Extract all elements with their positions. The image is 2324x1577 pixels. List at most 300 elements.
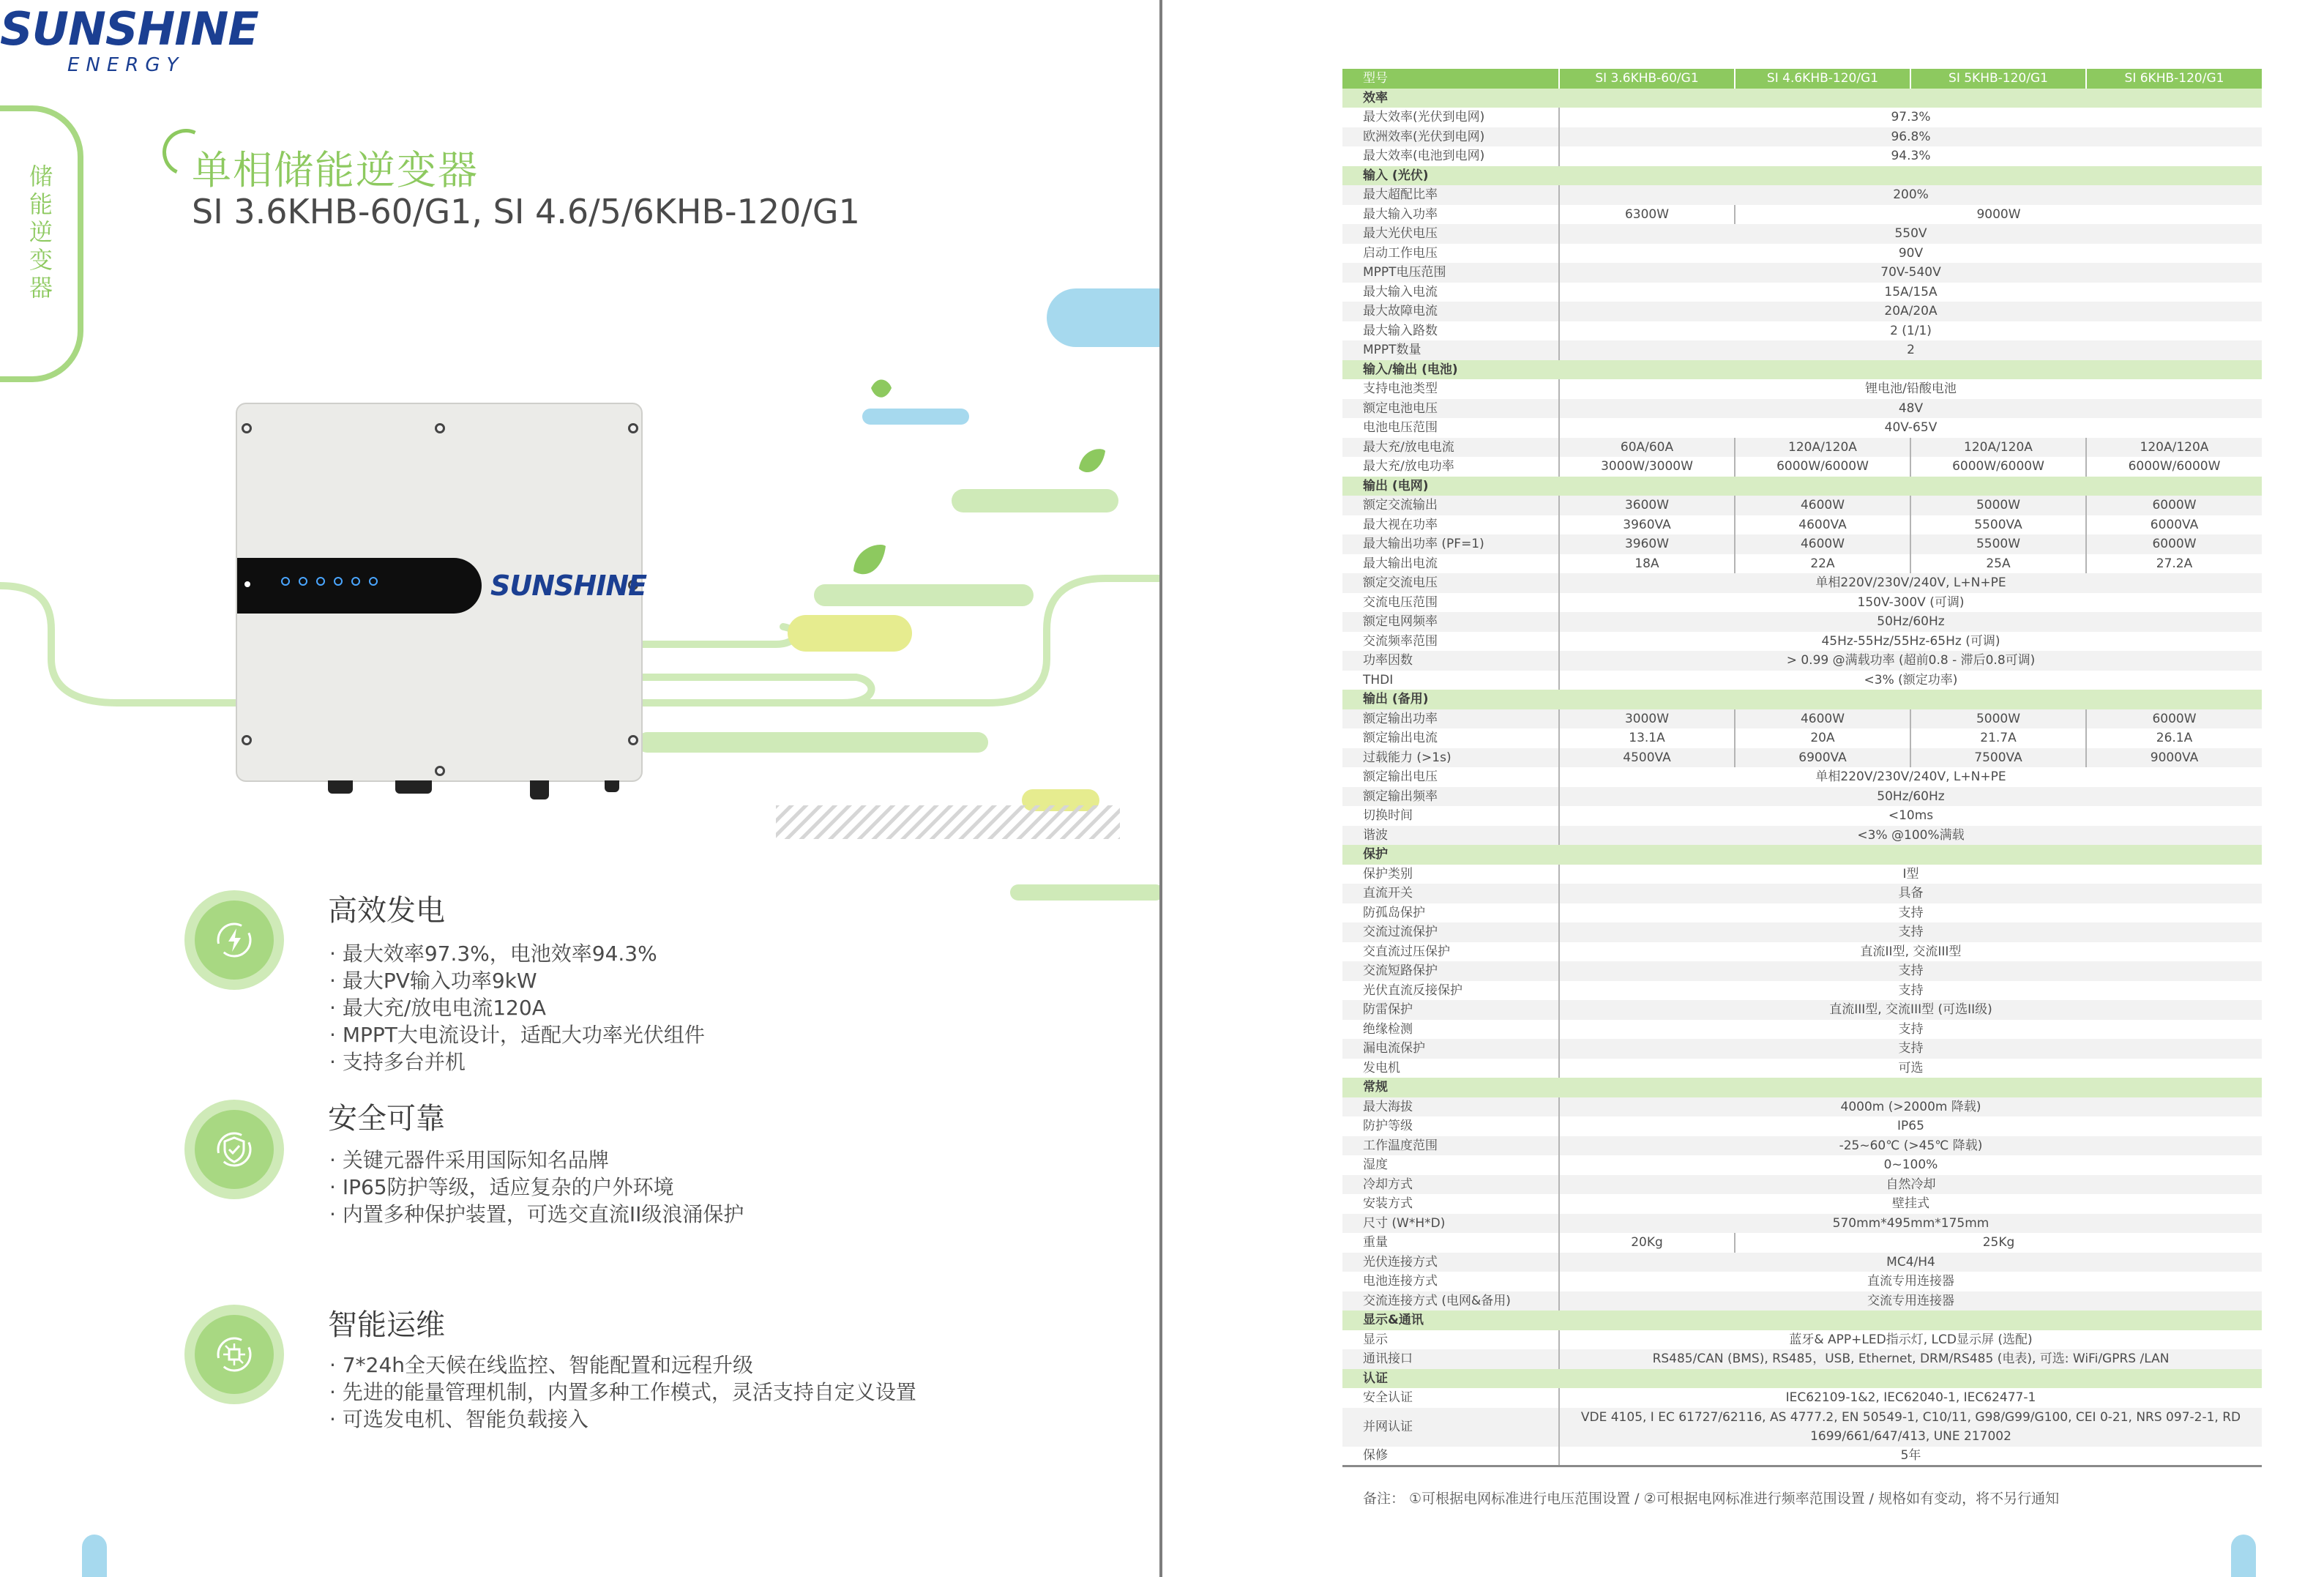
table-section-row bbox=[1342, 1369, 2262, 1389]
spec-value-cell: 96.8% bbox=[1559, 127, 2262, 147]
spec-value-cell: 6000W bbox=[2086, 709, 2262, 729]
leaf-icon bbox=[1079, 449, 1105, 472]
spec-value-cell: 自然冷却 bbox=[1559, 1175, 2262, 1195]
spec-value-cell: 22A bbox=[1735, 554, 1910, 574]
spec-value-cell: 13.1A bbox=[1559, 728, 1735, 748]
spec-label-cell: 最大输入功率 bbox=[1363, 206, 1438, 222]
spec-label-cell: 发电机 bbox=[1363, 1060, 1400, 1075]
inverter-product-image bbox=[236, 403, 647, 782]
spec-value-cell: 200% bbox=[1559, 185, 2262, 205]
spec-label-cell: 额定输出电流 bbox=[1363, 731, 1438, 746]
table-row bbox=[1342, 767, 2262, 787]
table-row bbox=[1342, 865, 2262, 884]
spec-label-cell: 重量 bbox=[1363, 1235, 1388, 1250]
spec-value-cell: 6000W bbox=[2086, 534, 2262, 554]
screw-icon bbox=[242, 735, 252, 745]
feature-list bbox=[329, 1147, 744, 1228]
table-row bbox=[1342, 1136, 2262, 1156]
table-row bbox=[1342, 612, 2262, 632]
led-indicator-icon bbox=[369, 577, 378, 586]
model-subtitle: SI 3.6KHB-60/G1, SI 4.6/5/6KHB-120/G1 bbox=[192, 192, 860, 231]
table-row bbox=[1342, 1059, 2262, 1078]
spec-label-cell: 功率因数 bbox=[1342, 651, 1559, 671]
circuit-chip-icon bbox=[212, 1332, 256, 1376]
spec-value-cell: 6000VA bbox=[2086, 515, 2262, 535]
table-row bbox=[1342, 457, 2262, 477]
spec-value-cell: 27.2A bbox=[2086, 554, 2262, 574]
spec-value-cell: 50Hz/60Hz bbox=[1559, 787, 2262, 807]
feature-title: 安全可靠 bbox=[328, 1102, 445, 1136]
spec-value-cell: 50Hz/60Hz bbox=[1559, 612, 2262, 632]
table-row bbox=[1342, 573, 2262, 593]
spec-value-cell: 5500W bbox=[1910, 534, 2086, 554]
feature-title: 智能运维 bbox=[328, 1308, 445, 1342]
table-row bbox=[1342, 1272, 2262, 1291]
spec-label-cell: 防孤岛保护 bbox=[1363, 905, 1425, 920]
spec-label-cell: 光伏直流反接保护 bbox=[1363, 983, 1462, 998]
spec-label-cell: 额定电池电压 bbox=[1342, 399, 1559, 419]
table-row bbox=[1342, 1194, 2262, 1214]
spec-value-cell: 570mm*495mm*175mm bbox=[1559, 1214, 2262, 1234]
spec-value-cell: 直流II型, 交流III型 bbox=[1559, 942, 2262, 962]
spec-value-cell: 壁挂式 bbox=[1559, 1194, 2262, 1214]
inverter-brand-label: SUNSHINE bbox=[490, 570, 647, 602]
spec-label-cell: 谐波 bbox=[1342, 826, 1559, 846]
spec-table bbox=[1342, 69, 2262, 1467]
table-row bbox=[1342, 1175, 2262, 1195]
spec-label-cell: 切换时间 bbox=[1363, 808, 1413, 824]
table-row bbox=[1342, 554, 2262, 574]
table-row bbox=[1342, 1330, 2262, 1350]
feature-item: · 关键元器件采用国际知名品牌 bbox=[329, 1147, 744, 1174]
spec-label-cell: 额定交流输出 bbox=[1342, 496, 1559, 515]
table-row bbox=[1342, 205, 2262, 225]
spec-value-cell: 150V-300V (可调) bbox=[1559, 593, 2262, 613]
spec-value-cell: 4000m (>2000m 降载) bbox=[1559, 1097, 2262, 1117]
feature-item: · 先进的能量管理机制，内置多种工作模式，灵活支持自定义设置 bbox=[329, 1379, 916, 1406]
logo-tagline: ENERGY bbox=[67, 54, 185, 76]
section-title: 输入 (光伏) bbox=[1342, 166, 2262, 186]
footnote: 备注： ①可根据电网标准进行电压范围设置 / ②可根据电网标准进行频率范围设置 / 规格如有变动，将不另行通知 bbox=[1363, 1491, 2060, 1507]
table-row bbox=[1342, 748, 2262, 768]
spec-value-cell: 120A/120A bbox=[1910, 438, 2086, 458]
table-section-row bbox=[1342, 477, 2262, 496]
green-bar-4 bbox=[1010, 884, 1159, 901]
table-header-cell: SI 5KHB-120/G1 bbox=[1910, 69, 2086, 89]
spec-value-cell: 4600W bbox=[1735, 709, 1910, 729]
spec-label-cell: 电池电压范围 bbox=[1363, 420, 1438, 436]
table-row bbox=[1342, 651, 2262, 671]
table-row bbox=[1342, 263, 2262, 283]
table-row bbox=[1342, 787, 2262, 807]
feature-icon-circle bbox=[184, 1100, 284, 1199]
spec-value-cell: 9000W bbox=[1735, 205, 2262, 225]
spec-label-cell: 保修 bbox=[1342, 1447, 1559, 1466]
spec-value-cell: 5500VA bbox=[1910, 515, 2086, 535]
spec-value-cell: 锂电池/铅酸电池 bbox=[1559, 379, 2262, 399]
section-title: 显示&通讯 bbox=[1342, 1311, 2262, 1330]
brand-logo bbox=[0, 3, 258, 75]
green-bar-2 bbox=[814, 584, 1034, 606]
lightning-icon bbox=[212, 918, 256, 962]
table-row bbox=[1342, 1116, 2262, 1136]
spec-value-cell: RS485/CAN (BMS), RS485，USB, Ethernet, DRM/RS485 (电表), 可选: WiFi/GPRS /LAN bbox=[1559, 1349, 2262, 1369]
page-tab bbox=[2231, 1535, 2256, 1577]
connector-icon bbox=[395, 780, 432, 794]
table-row bbox=[1342, 438, 2262, 458]
led-indicator-icon bbox=[316, 577, 325, 586]
power-dot-icon bbox=[244, 581, 250, 587]
table-section-row bbox=[1342, 360, 2262, 380]
table-row bbox=[1342, 922, 2262, 942]
spec-label-cell: 额定交流电压 bbox=[1342, 573, 1559, 593]
spec-label-cell: 冷却方式 bbox=[1342, 1175, 1559, 1195]
table-header-cell: SI 6KHB-120/G1 bbox=[2086, 69, 2262, 89]
spec-label-cell: 最大故障电流 bbox=[1342, 302, 1559, 321]
spec-label-cell: 过载能力 (>1s) bbox=[1342, 748, 1559, 768]
spec-value-cell: 90V bbox=[1559, 244, 2262, 264]
spec-label-cell: 交流连接方式 (电网&备用) bbox=[1342, 1291, 1559, 1311]
table-header-cell: SI 4.6KHB-120/G1 bbox=[1735, 69, 1910, 89]
spec-value-cell: 3600W bbox=[1559, 496, 1735, 515]
table-row bbox=[1342, 224, 2262, 244]
spec-value-cell: 支持 bbox=[1559, 961, 2262, 981]
table-row bbox=[1342, 399, 2262, 419]
spec-label-cell: 额定电网频率 bbox=[1342, 612, 1559, 632]
spec-value-cell: 4600VA bbox=[1735, 515, 1910, 535]
spec-value-cell: 70V-540V bbox=[1559, 263, 2262, 283]
table-row bbox=[1342, 981, 2262, 1001]
feature-item: · MPPT大电流设计，适配大功率光伏组件 bbox=[329, 1021, 705, 1048]
led-indicator-icon bbox=[334, 577, 343, 586]
screw-icon bbox=[628, 735, 638, 745]
page-tab bbox=[82, 1535, 107, 1577]
screw-icon bbox=[435, 766, 445, 776]
spec-label-cell: 交流频率范围 bbox=[1363, 633, 1438, 649]
spec-label-cell: 最大输入路数 bbox=[1363, 323, 1438, 338]
spec-label-cell: 湿度 bbox=[1363, 1157, 1388, 1173]
spec-value-cell: 20A bbox=[1735, 728, 1910, 748]
spec-value-cell: 交流专用连接器 bbox=[1559, 1291, 2262, 1311]
spec-value-cell: 15A/15A bbox=[1559, 283, 2262, 302]
spec-value-cell: 支持 bbox=[1559, 981, 2262, 1001]
spec-value-cell: 6300W bbox=[1559, 205, 1735, 225]
spec-label-cell: 防护等级 bbox=[1363, 1119, 1413, 1134]
spec-label-cell: 最大输出电流 bbox=[1363, 556, 1438, 571]
table-section-row bbox=[1342, 845, 2262, 865]
spec-value-cell: 具备 bbox=[1559, 884, 2262, 903]
leaf-icon bbox=[871, 379, 892, 397]
table-section-row bbox=[1342, 1311, 2262, 1330]
feature-item: · IP65防护等级，适应复杂的户外环境 bbox=[329, 1174, 744, 1201]
spec-label-cell: MPPT电压范围 bbox=[1342, 263, 1559, 283]
spec-value-cell: 2 bbox=[1559, 340, 2262, 360]
spec-value-cell: 25Kg bbox=[1735, 1233, 2262, 1253]
spec-label-cell: 最大效率(电池到电网) bbox=[1363, 149, 1485, 164]
table-row bbox=[1342, 515, 2262, 535]
leaf-icon bbox=[853, 545, 886, 574]
table-row bbox=[1342, 108, 2262, 127]
table-row bbox=[1342, 1388, 2262, 1408]
spec-value-cell: 40V-65V bbox=[1559, 418, 2262, 438]
spec-value-cell: 6900VA bbox=[1735, 748, 1910, 768]
feature-title: 高效发电 bbox=[328, 894, 445, 928]
spec-label-cell: 漏电流保护 bbox=[1342, 1039, 1559, 1059]
spec-value-cell: 5000W bbox=[1910, 709, 2086, 729]
spec-value-cell: 0~100% bbox=[1559, 1155, 2262, 1175]
table-row bbox=[1342, 593, 2262, 613]
feature-list bbox=[329, 1352, 916, 1433]
spec-value-cell: 3960VA bbox=[1559, 515, 1735, 535]
table-row bbox=[1342, 1039, 2262, 1059]
spec-value-cell: 20A/20A bbox=[1559, 302, 2262, 321]
spec-label-cell: 尺寸 (W*H*D) bbox=[1342, 1214, 1559, 1234]
spec-value-cell: 5000W bbox=[1910, 496, 2086, 515]
spec-value-cell: 支持 bbox=[1559, 1020, 2262, 1040]
spec-value-cell: 9000VA bbox=[2086, 748, 2262, 768]
section-title: 输出 (电网) bbox=[1342, 477, 2262, 496]
table-row bbox=[1342, 321, 2262, 341]
spec-label-cell: 最大光伏电压 bbox=[1342, 224, 1559, 244]
spec-label-cell: 交流过流保护 bbox=[1342, 922, 1559, 942]
table-row bbox=[1342, 340, 2262, 360]
spec-label-cell: 绝缘检测 bbox=[1363, 1021, 1413, 1037]
table-row bbox=[1342, 1447, 2262, 1466]
spec-label-cell: 通讯接口 bbox=[1342, 1349, 1559, 1369]
table-row bbox=[1342, 1020, 2262, 1040]
spec-value-cell: 26.1A bbox=[2086, 728, 2262, 748]
table-row bbox=[1342, 283, 2262, 302]
table-row bbox=[1342, 709, 2262, 729]
spec-value-cell: > 0.99 @满载功率 (超前0.8 - 滞后0.8可调) bbox=[1559, 651, 2262, 671]
spec-label-cell: 光伏连接方式 bbox=[1342, 1253, 1559, 1272]
section-title: 保护 bbox=[1342, 845, 2262, 865]
connector-icon bbox=[530, 780, 549, 799]
inverter-display-panel bbox=[237, 558, 482, 614]
green-bar bbox=[952, 489, 1118, 512]
spec-value-cell: 120A/120A bbox=[1735, 438, 1910, 458]
spec-value-cell: 2 (1/1) bbox=[1559, 321, 2262, 341]
spec-value-cell: IP65 bbox=[1559, 1116, 2262, 1136]
section-title: 输入/输出 (电池) bbox=[1342, 360, 2262, 380]
table-row bbox=[1342, 418, 2262, 438]
table-row bbox=[1342, 146, 2262, 166]
spec-value-cell: <3% @100%满载 bbox=[1559, 826, 2262, 846]
table-row bbox=[1342, 884, 2262, 903]
table-header-cell: 型号 bbox=[1342, 69, 1559, 89]
spec-label-cell: 安装方式 bbox=[1363, 1196, 1413, 1212]
table-header-row bbox=[1342, 69, 2262, 89]
spec-value-cell: 4500VA bbox=[1559, 748, 1735, 768]
spec-label-cell: 工作温度范围 bbox=[1342, 1136, 1559, 1156]
spec-value-cell: 3000W/3000W bbox=[1559, 457, 1735, 477]
table-row bbox=[1342, 1253, 2262, 1272]
spec-value-cell: 支持 bbox=[1559, 1039, 2262, 1059]
spec-value-cell: 支持 bbox=[1559, 922, 2262, 942]
spec-value-cell: <3% (额定功率) bbox=[1559, 671, 2262, 690]
table-row bbox=[1342, 496, 2262, 515]
spec-label-cell: THDI bbox=[1363, 672, 1394, 687]
table-row bbox=[1342, 1349, 2262, 1369]
spec-value-cell: <10ms bbox=[1559, 806, 2262, 826]
side-tab-label: 储能逆变器 bbox=[29, 163, 53, 302]
spec-label-cell: MPPT数量 bbox=[1342, 340, 1559, 360]
spec-value-cell: 3960W bbox=[1559, 534, 1735, 554]
spec-label-cell: 启动工作电压 bbox=[1363, 245, 1438, 261]
yellow-pill bbox=[788, 615, 912, 652]
screw-icon bbox=[628, 423, 638, 433]
right-page bbox=[1162, 0, 2324, 1577]
spec-value-cell: 550V bbox=[1559, 224, 2262, 244]
feature-item: · 最大效率97.3%，电池效率94.3% bbox=[329, 940, 705, 967]
table-row bbox=[1342, 379, 2262, 399]
table-row bbox=[1342, 671, 2262, 690]
spec-label-cell: 最大充/放电功率 bbox=[1363, 459, 1454, 474]
section-title: 输出 (备用) bbox=[1342, 690, 2262, 709]
table-row bbox=[1342, 185, 2262, 205]
table-row bbox=[1342, 534, 2262, 554]
table-row bbox=[1342, 1214, 2262, 1234]
spec-value-cell: 4600W bbox=[1735, 534, 1910, 554]
section-title: 效率 bbox=[1342, 89, 2262, 108]
spec-label-cell: 最大充/放电电流 bbox=[1342, 438, 1559, 458]
table-row bbox=[1342, 903, 2262, 923]
spec-value-cell: 3000W bbox=[1559, 709, 1735, 729]
spec-value-cell: 97.3% bbox=[1559, 108, 2262, 127]
spec-value-cell: 21.7A bbox=[1910, 728, 2086, 748]
table-row bbox=[1342, 1233, 2262, 1253]
shield-check-icon bbox=[212, 1127, 256, 1171]
spec-value-cell: 单相220V/230V/240V, L+N+PE bbox=[1559, 767, 2262, 787]
spec-value-cell: I型 bbox=[1559, 865, 2262, 884]
spec-label-cell: 安全认证 bbox=[1363, 1390, 1413, 1406]
table-row bbox=[1342, 1097, 2262, 1117]
spec-value-cell: MC4/H4 bbox=[1559, 1253, 2262, 1272]
spec-value-cell: 45Hz-55Hz/55Hz-65Hz (可调) bbox=[1559, 632, 2262, 652]
spec-value-cell: 6000W/6000W bbox=[1735, 457, 1910, 477]
table-section-row bbox=[1342, 89, 2262, 108]
spec-label-cell: 保护类别 bbox=[1363, 866, 1413, 881]
spec-label-cell: 最大输入电流 bbox=[1363, 284, 1438, 299]
table-row bbox=[1342, 961, 2262, 981]
led-indicator-icon bbox=[299, 577, 307, 586]
screw-icon bbox=[242, 423, 252, 433]
spec-label-cell: 支持电池类型 bbox=[1363, 381, 1438, 397]
hatched-band bbox=[776, 805, 1120, 839]
feature-item: · 可选发电机、智能负载接入 bbox=[329, 1406, 916, 1433]
spec-value-cell: 7500VA bbox=[1910, 748, 2086, 768]
spec-value-cell: 6000W/6000W bbox=[2086, 457, 2262, 477]
spec-value-cell: 6000W bbox=[2086, 496, 2262, 515]
table-section-row bbox=[1342, 690, 2262, 709]
spec-label-cell: 额定输出频率 bbox=[1342, 787, 1559, 807]
left-page bbox=[0, 0, 1159, 1577]
spec-value-cell: 6000W/6000W bbox=[1910, 457, 2086, 477]
connector-icon bbox=[605, 780, 619, 792]
table-header-cell: SI 3.6KHB-60/G1 bbox=[1559, 69, 1735, 89]
feature-item: · 最大PV输入功率9kW bbox=[329, 967, 705, 994]
decorative-background bbox=[0, 0, 1159, 1577]
spec-value-cell: -25~60℃ (>45℃ 降载) bbox=[1559, 1136, 2262, 1156]
table-section-row bbox=[1342, 166, 2262, 186]
table-row bbox=[1342, 1291, 2262, 1311]
spec-label-cell: 显示 bbox=[1363, 1332, 1388, 1347]
spec-value-cell: 直流专用连接器 bbox=[1559, 1272, 2262, 1291]
table-row bbox=[1342, 302, 2262, 321]
spec-value-cell: 120A/120A bbox=[2086, 438, 2262, 458]
table-row bbox=[1342, 244, 2262, 264]
section-title: 常规 bbox=[1342, 1078, 2262, 1097]
led-indicator-icon bbox=[351, 577, 360, 586]
spec-value-cell: 直流III型, 交流III型 (可选II级) bbox=[1559, 1000, 2262, 1020]
spec-label-cell: 额定输出功率 bbox=[1342, 709, 1559, 729]
led-indicator-icon bbox=[281, 577, 290, 586]
spec-label-cell: 最大输出功率 (PF=1) bbox=[1342, 534, 1559, 554]
spec-label-cell: 电池连接方式 bbox=[1363, 1274, 1438, 1289]
page-title: 单相储能逆变器 bbox=[192, 147, 479, 193]
table-row bbox=[1342, 806, 2262, 826]
green-bar-3 bbox=[637, 732, 988, 753]
spec-label-cell: 交直流过压保护 bbox=[1363, 944, 1450, 959]
table-row bbox=[1342, 826, 2262, 846]
spec-label-cell: 交流电压范围 bbox=[1363, 594, 1438, 610]
spec-value-cell: VDE 4105, I EC 61727/62116, AS 4777.2, EN 50549-1, C10/11, G98/G99/G100, CEI 0-21, NRS 097-2-1, RD 1699/661/647/413, UNE 217002 bbox=[1559, 1408, 2262, 1447]
table-section-row bbox=[1342, 1078, 2262, 1097]
spec-value-cell: IEC62109-1&2, IEC62040-1, IEC62477-1 bbox=[1559, 1388, 2262, 1408]
spec-label-cell: 最大超配比率 bbox=[1342, 185, 1559, 205]
logo-wordmark: SUNSHINE bbox=[0, 2, 258, 56]
spec-value-cell: 单相220V/230V/240V, L+N+PE bbox=[1559, 573, 2262, 593]
table-row bbox=[1342, 632, 2262, 652]
spec-value-cell: 支持 bbox=[1559, 903, 2262, 923]
spec-value-cell: 5年 bbox=[1559, 1447, 2262, 1466]
connector-icon bbox=[328, 780, 353, 794]
spec-value-cell: 4600W bbox=[1735, 496, 1910, 515]
spec-label-cell: 额定输出电压 bbox=[1363, 769, 1438, 785]
spec-label-cell: 防雷保护 bbox=[1342, 1000, 1559, 1020]
spec-value-cell: 94.3% bbox=[1559, 146, 2262, 166]
spec-value-cell: 20Kg bbox=[1559, 1233, 1735, 1253]
feature-list bbox=[329, 940, 705, 1075]
feature-item: · 支持多台并机 bbox=[329, 1048, 705, 1075]
spec-label-cell: 最大效率(光伏到电网) bbox=[1363, 110, 1485, 125]
spec-value-cell: 48V bbox=[1559, 399, 2262, 419]
spec-value-cell: 18A bbox=[1559, 554, 1735, 574]
spec-value-cell: 可选 bbox=[1559, 1059, 2262, 1078]
spec-label-cell: 交流短路保护 bbox=[1342, 961, 1559, 981]
table-row bbox=[1342, 1155, 2262, 1175]
table-row bbox=[1342, 1408, 2262, 1447]
spec-label-cell: 并网认证 bbox=[1342, 1408, 1559, 1447]
spec-table-body bbox=[1342, 69, 2262, 1466]
table-row bbox=[1342, 942, 2262, 962]
spec-label-cell: 欧洲效率(光伏到电网) bbox=[1342, 127, 1559, 147]
spec-label-cell: 最大视在功率 bbox=[1363, 517, 1438, 532]
blue-pill bbox=[1047, 288, 1159, 347]
blue-bar bbox=[862, 409, 969, 425]
table-row bbox=[1342, 127, 2262, 147]
feature-item: · 最大充/放电电流120A bbox=[329, 994, 705, 1021]
screw-icon bbox=[435, 423, 445, 433]
feature-icon-circle bbox=[184, 1305, 284, 1404]
section-title: 认证 bbox=[1342, 1369, 2262, 1389]
feature-item: · 7*24h全天候在线监控、智能配置和远程升级 bbox=[329, 1352, 916, 1379]
spec-value-cell: 60A/60A bbox=[1559, 438, 1735, 458]
spec-label-cell: 最大海拔 bbox=[1342, 1097, 1559, 1117]
table-row bbox=[1342, 728, 2262, 748]
feature-item: · 内置多种保护装置，可选交直流II级浪涌保护 bbox=[329, 1201, 744, 1228]
table-row bbox=[1342, 1000, 2262, 1020]
